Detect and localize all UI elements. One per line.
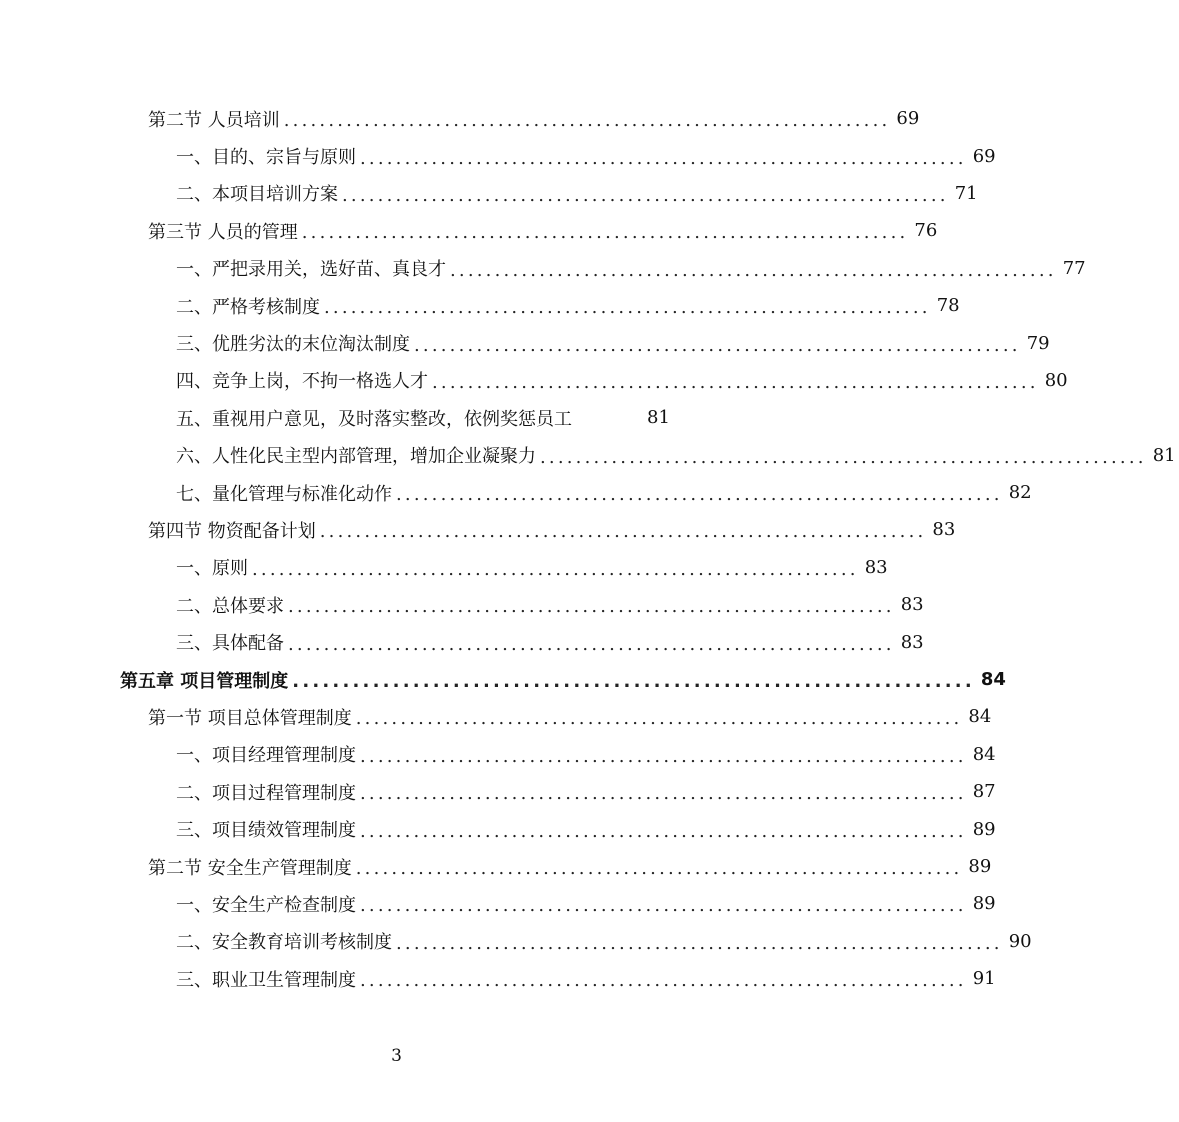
toc-entry-page: 80: [1044, 369, 1068, 391]
toc-entry-page: 79: [1026, 332, 1050, 354]
toc-chapter-entry[interactable]: [0, 661, 1006, 698]
toc-entry-page: 82: [1008, 482, 1032, 504]
toc-entry-title: 四、竞争上岗，不拘一格选人才: [176, 371, 428, 393]
toc-entry-title: 二、本项目培训方案: [176, 184, 338, 206]
toc-entry-page: 83: [932, 519, 956, 541]
dot-leader: ....................................................................: [288, 596, 895, 618]
dot-leader: ....................................................................: [432, 371, 1039, 393]
toc-entry-title: 二、安全教育培训考核制度: [176, 932, 392, 954]
dot-leader: ....................................................................: [355, 858, 963, 879]
toc-entry[interactable]: [0, 362, 1068, 399]
toc-entry-title: 第二节 安全生产管理制度: [148, 857, 352, 879]
toc-entry-page: 89: [968, 856, 992, 877]
dot-leader: ....................................................................: [252, 558, 859, 580]
toc-entry-title: 一、项目经理管理制度: [176, 745, 356, 767]
toc-entry-title: 二、项目过程管理制度: [176, 782, 356, 804]
toc-entry-page: 90: [1008, 930, 1032, 952]
toc-entry[interactable]: [0, 474, 1032, 511]
dot-leader: ....................................................................: [360, 895, 967, 917]
toc-entry[interactable]: [0, 511, 956, 548]
toc-entry-title: 第三节 人员的管理: [148, 221, 298, 243]
toc-entry[interactable]: [0, 175, 978, 212]
toc-entry-page: 76: [914, 220, 938, 242]
toc-entry-page: 81: [647, 407, 670, 429]
toc-entry-title: 三、项目绩效管理制度: [176, 820, 356, 842]
toc-entry[interactable]: [0, 960, 996, 997]
toc-entry[interactable]: [0, 848, 992, 885]
toc-entry-title: 一、安全生产检查制度: [176, 894, 356, 916]
toc-entry-title: 第一节 项目总体管理制度: [148, 707, 352, 729]
toc-entry-page: 91: [972, 968, 996, 990]
toc-entry-title: 六、人性化民主型内部管理，增加企业凝聚力: [176, 446, 536, 468]
toc-entry-title: 三、具体配备: [176, 633, 284, 655]
toc-entry[interactable]: [0, 437, 1176, 474]
dot-leader: ....................................................................: [292, 671, 975, 693]
toc-entry-title: 三、优胜劣汰的末位淘汰制度: [176, 334, 410, 356]
toc-entry-title: 五、重视用户意见，及时落实整改，依例奖惩员工: [176, 408, 572, 430]
toc-entry-title: 二、总体要求: [176, 595, 284, 617]
dot-leader: ....................................................................: [360, 970, 967, 992]
dot-leader: ....................................................................: [360, 783, 967, 805]
toc-entry[interactable]: [0, 399, 793, 436]
toc-entry-page: 78: [936, 295, 960, 317]
toc-entry-title: 一、原则: [176, 558, 248, 580]
toc-entry[interactable]: [0, 698, 992, 735]
dot-leader: ....................................................................: [450, 259, 1057, 281]
toc-entry-page: 69: [896, 108, 920, 130]
toc-entry-page: 71: [954, 182, 978, 204]
toc-entry-title: 二、严格考核制度: [176, 296, 320, 318]
toc-entry-title: 三、职业卫生管理制度: [176, 969, 356, 991]
toc-entry-page: 81: [1152, 444, 1176, 466]
dot-leader: ....................................................................: [360, 820, 967, 842]
toc-entry[interactable]: [0, 623, 924, 660]
toc-entry[interactable]: [0, 287, 960, 324]
toc-entry[interactable]: [0, 250, 1086, 287]
toc-entry[interactable]: [0, 100, 920, 137]
table-of-contents: [0, 100, 1176, 997]
toc-entry-title: 一、目的、宗旨与原则: [176, 147, 356, 169]
toc-entry[interactable]: [0, 137, 996, 174]
dot-leader: ....................................................................: [324, 297, 931, 319]
toc-entry-title: 七、量化管理与标准化动作: [176, 483, 392, 505]
toc-entry-page: 77: [1062, 257, 1086, 279]
dot-leader: ....................................................................: [396, 484, 1003, 506]
toc-entry-title: 第二节 人员培训: [148, 109, 280, 131]
toc-entry-page: 84: [968, 706, 992, 728]
toc-entry-page: 83: [864, 556, 888, 578]
toc-entry-page: 89: [972, 893, 996, 915]
dot-leader: ....................................................................: [319, 521, 927, 543]
toc-entry[interactable]: [0, 549, 888, 586]
toc-entry[interactable]: [0, 773, 996, 810]
toc-entry-page: 89: [972, 818, 996, 840]
toc-entry[interactable]: [0, 810, 996, 847]
dot-leader: ....................................................................: [283, 110, 891, 132]
page-number: 3: [391, 1046, 402, 1066]
dot-leader: ....................................................................: [414, 334, 1021, 356]
dot-leader: ....................................................................: [342, 184, 949, 206]
dot-leader: ....................................................................: [540, 446, 1147, 468]
dot-leader: ....................................................................: [355, 708, 963, 730]
dot-leader: ....................................................................: [360, 745, 967, 767]
toc-entry-page: 84: [972, 743, 996, 765]
dot-leader: ....................................................................: [396, 932, 1003, 954]
toc-entry[interactable]: [0, 324, 1050, 361]
toc-entry-title: 第五章 项目管理制度: [120, 670, 289, 692]
toc-entry-title: 第四节 物资配备计划: [148, 520, 316, 542]
toc-entry[interactable]: [0, 923, 1032, 960]
dot-leader: ....................................................................: [288, 633, 895, 655]
dot-leader: ....................................................................: [301, 222, 909, 244]
toc-entry-page: 69: [972, 145, 996, 167]
toc-entry[interactable]: [0, 736, 996, 773]
toc-entry-page: 84: [980, 669, 1006, 691]
toc-entry[interactable]: [0, 586, 924, 623]
toc-entry-page: 83: [900, 631, 924, 653]
toc-entry-page: 87: [972, 781, 996, 803]
toc-entry-page: 83: [900, 594, 924, 616]
toc-entry-title: 一、严把录用关，选好苗、真良才: [176, 259, 446, 281]
dot-leader: ....................................................................: [360, 147, 967, 169]
toc-entry[interactable]: [0, 885, 996, 922]
toc-entry[interactable]: [0, 212, 938, 249]
